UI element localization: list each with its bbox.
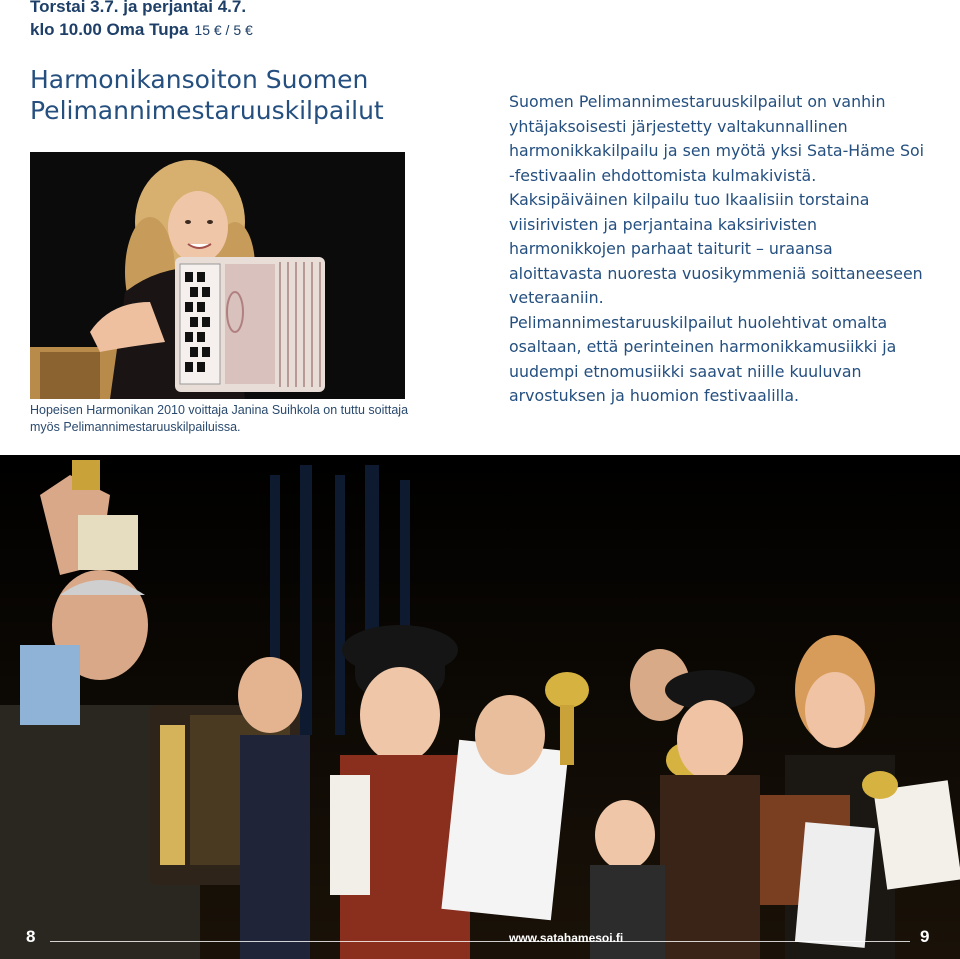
article-body [509, 90, 929, 409]
event-price: 15 € / 5 € [194, 22, 253, 38]
accordion-player-illustration [30, 152, 405, 399]
footer-rule [50, 941, 910, 942]
caption-line-2: myös Pelimannimestaruuskilpailuissa. [30, 420, 241, 434]
heading-line-1: Harmonikansoiton Suomen [30, 65, 369, 94]
article-heading [30, 64, 420, 126]
heading-line-2: Pelimannimestaruuskilpailut [30, 96, 384, 125]
caption-line-1: Hopeisen Harmonikan 2010 voittaja Janina Suihkola on tuttu soittaja [30, 403, 409, 417]
event-dates: Torstai 3.7. ja perjantai 4.7. [30, 0, 247, 16]
winners-group-illustration [0, 455, 960, 959]
body-paragraph-2: Kaksipäiväinen kilpailu tuo Ikaalisiin torstaina viisirivisten ja perjantaina kaksirivisten harmonikkojen parhaat taiturit – uraansa aloittavasta nuoresta vuosikymmeniä soittaneeseen veteraaniin. [509, 190, 923, 307]
accordion-player-photo [30, 152, 405, 399]
page-number-right: 9 [920, 927, 930, 946]
body-paragraph-1: Suomen Pelimannimestaruuskilpailut on vanhin yhtäjaksoisesti järjestetty valtakunnallinen harmonikkakilpailu ja sen myötä yksi Sata-Häme Soi -festivaalin ehdottomista kulmakivistä. [509, 92, 925, 185]
body-paragraph-3: Pelimannimestaruuskilpailut huolehtivat omalta osaltaan, että perinteinen harmonikkamusiikki ja uudempi etnomusiikki saavat niille kuuluvan arvostuksen ja huomion festivaalilla. [509, 312, 897, 405]
event-time-place: klo 10.00 Oma Tupa [30, 20, 189, 39]
event-time-venue [30, 19, 253, 41]
photo-caption [30, 402, 420, 436]
page-number-left: 8 [26, 927, 36, 946]
website-link[interactable]: www.satahamesoi.fi [509, 931, 624, 945]
winners-group-photo [0, 455, 960, 959]
event-info [30, 0, 253, 41]
